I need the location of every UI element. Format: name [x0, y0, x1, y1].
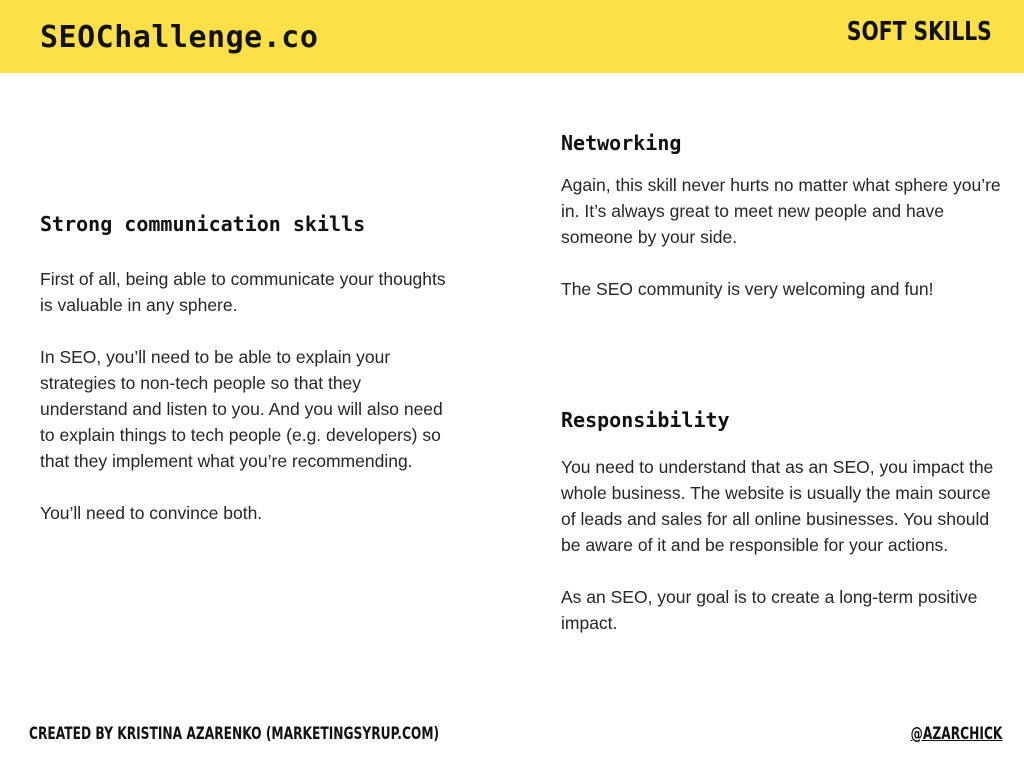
networking-paragraph-2: The SEO community is very welcoming and fun!	[561, 279, 934, 299]
responsibility-paragraph-2: As an SEO, your goal is to create a long-term positive impact.	[561, 587, 978, 633]
networking-heading: Networking	[561, 131, 682, 155]
communication-heading: Strong communication skills	[40, 212, 366, 236]
communication-block	[40, 212, 450, 526]
communication-paragraph-3: You’ll need to convince both.	[40, 503, 263, 523]
brand-title: SEOChallenge.co	[40, 20, 319, 55]
footer-handle-link[interactable]: @AZARCHICK	[910, 724, 1002, 744]
networking-block	[561, 131, 1001, 302]
section-title: SOFT SKILLS	[847, 17, 992, 47]
communication-paragraph-2: In SEO, you’ll need to be able to explain your strategies to non-tech people so that they understand and listen to you. And you will also need to explain things to tech people (e.g. developers) so that they implement what you’re recommending.	[40, 347, 443, 471]
communication-paragraph-1: First of all, being able to communicate your thoughts is valuable in any sphere.	[40, 269, 446, 315]
responsibility-heading: Responsibility	[561, 408, 730, 432]
responsibility-paragraph-1: You need to understand that as an SEO, you impact the whole business. The website is usually the main source of leads and sales for all online businesses. You should be aware of it and be responsible for your actions.	[561, 457, 994, 555]
footer-credit: CREATED BY KRISTINA AZARENKO (MARKETINGSYRUP.COM)	[29, 724, 440, 744]
responsibility-block	[561, 408, 1001, 636]
networking-paragraph-1: Again, this skill never hurts no matter what sphere you’re in. It’s always great to meet new people and have someone by your side.	[561, 175, 1001, 247]
header-bar	[0, 0, 1024, 73]
